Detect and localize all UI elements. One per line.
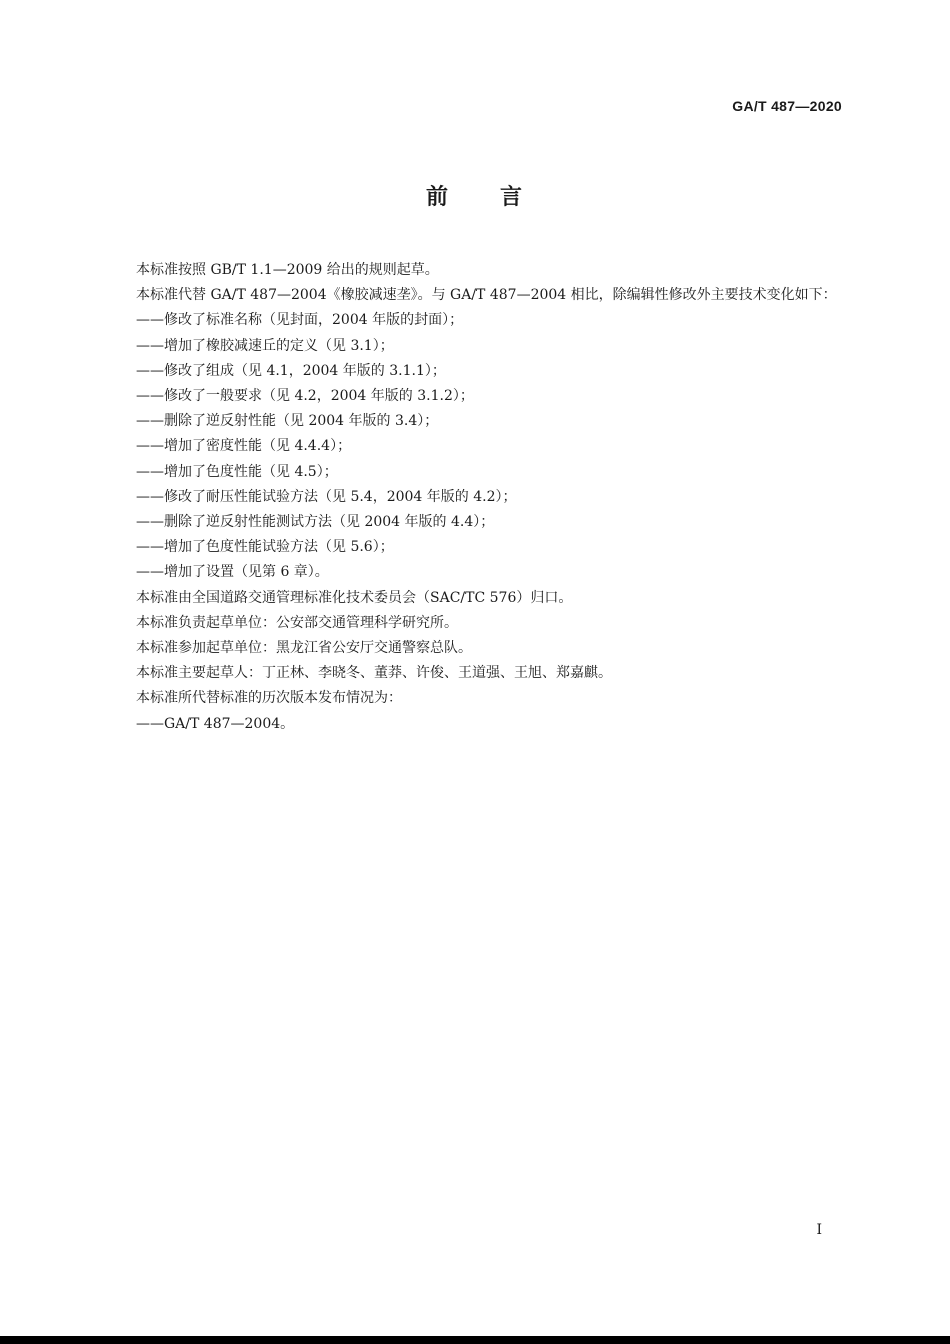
list-item: ——增加了色度性能试验方法（见 5.6）； [136,539,394,556]
paragraph: 本标准负责起草单位：公安部交通管理科学研究所。 [136,614,458,631]
page-title-part-1: 前 [425,185,450,210]
page-number: I [816,1222,822,1238]
list-item: ——修改了耐压性能试验方法（见 5.4，2004 年版的 4.2）； [136,488,517,505]
paragraph: 本标准参加起草单位：黑龙江省公安厅交通警察总队。 [136,640,472,657]
list-item: ——增加了色度性能（见 4.5）； [136,463,338,480]
list-item: ——修改了一般要求（见 4.2，2004 年版的 3.1.2）； [136,388,474,405]
paragraph: 本标准按照 GB/T 1.1—2009 给出的规则起草。 [136,262,439,278]
list-item: ——增加了橡胶减速丘的定义（见 3.1）； [136,337,394,354]
list-item: ——删除了逆反射性能（见 2004 年版的 3.4）； [136,413,439,430]
list-item: ——修改了组成（见 4.1，2004 年版的 3.1.1）； [136,362,446,379]
page-title-part-2: 言 [500,185,525,210]
page-title [0,180,950,211]
paragraph: 本标准由全国道路交通管理标准化技术委员会（SAC/TC 576）归口。 [136,589,573,606]
paragraph: 本标准代替 GA/T 487—2004《橡胶减速垄》。与 GA/T 487—2004 相比，除编辑性修改外主要技术变化如下： [136,287,837,304]
list-item: ——增加了设置（见第 6 章）。 [136,564,329,581]
list-item: ——GA/T 487—2004。 [136,715,295,732]
list-item: ——修改了标准名称（见封面，2004 年版的封面）； [136,312,464,329]
paragraph: 本标准主要起草人：丁正林、李晓冬、董莽、许俊、王道强、王旭、郑嘉麒。 [136,665,612,682]
bottom-rule [0,1336,950,1344]
list-item: ——删除了逆反射性能测试方法（见 2004 年版的 4.4）； [136,514,495,531]
foreword-body [108,258,843,737]
list-item: ——增加了密度性能（见 4.4.4）； [136,438,352,455]
paragraph: 本标准所代替标准的历次版本发布情况为： [136,690,402,707]
document-code: GA/T 487—2020 [732,98,842,114]
